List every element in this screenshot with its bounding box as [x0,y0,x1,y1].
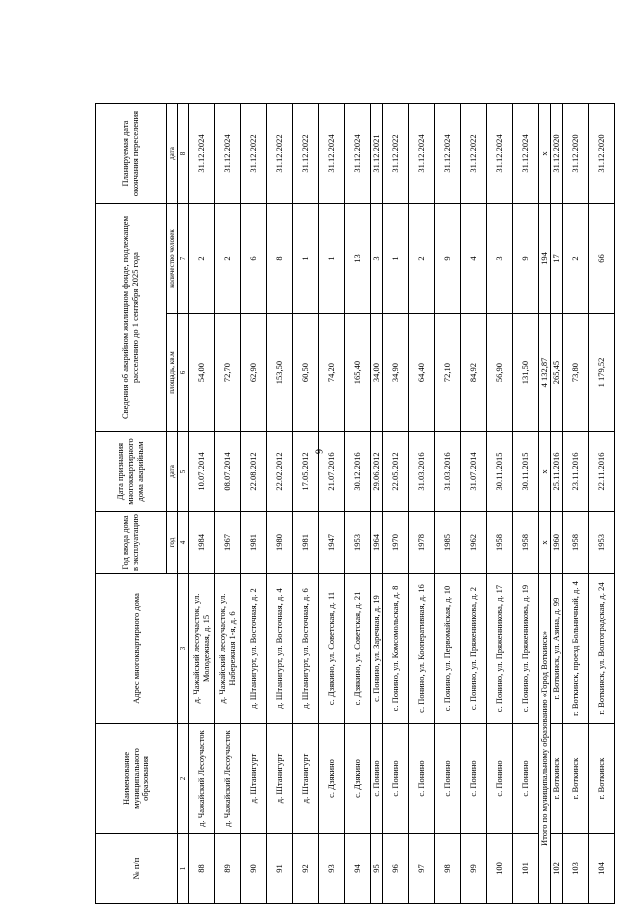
header-municipality: Наименование муниципального образования [96,724,178,834]
cell-municipality: с. Дзякино [319,724,345,834]
cell-planned: 31.12.2022 [241,104,267,204]
index-cell: 4 [178,512,189,574]
cell-address: с. Понино, ул. Заречная, д. 19 [371,574,383,724]
cell-date: 21.07.2016 [319,432,345,512]
cell-address: с. Понино, ул. Пряженникова, д. 17 [487,574,513,724]
cell-planned: 31.12.2024 [215,104,241,204]
cell-area: 62,90 [241,314,267,432]
header-year: Год ввода дома в эксплуатацию [96,512,167,574]
total-area: 4 132,87 [539,314,551,432]
subheader-area: площадь, кв.м [167,314,178,432]
cell-planned: 31.12.2024 [345,104,371,204]
table-row [371,104,383,904]
table-row [551,104,563,904]
cell-num: 103 [563,834,589,904]
cell-municipality: с. Понино [461,724,487,834]
cell-date: 22.02.2012 [267,432,293,512]
cell-num: 92 [293,834,319,904]
cell-year: 1980 [267,512,293,574]
total-date: х [539,432,551,512]
cell-municipality: с. Понино [383,724,409,834]
cell-people: 3 [487,204,513,314]
cell-area: 84,92 [461,314,487,432]
cell-municipality: с. Понино [371,724,383,834]
cell-people: 1 [293,204,319,314]
total-planned: х [539,104,551,204]
cell-municipality: г. Воткинск [563,724,589,834]
cell-planned: 31.12.2021 [371,104,383,204]
emergency-housing-table [95,103,615,904]
cell-date: 30.12.2016 [345,432,371,512]
cell-year: 1960 [551,512,563,574]
cell-people: 8 [267,204,293,314]
cell-num: 96 [383,834,409,904]
total-row [539,104,551,904]
cell-address: с. Понино, ул. Пряженникова, д. 19 [513,574,539,724]
cell-area: 165,40 [345,314,371,432]
table-row [267,104,293,904]
header-num: № п/п [96,834,178,904]
cell-year: 1967 [215,512,241,574]
cell-planned: 31.12.2022 [293,104,319,204]
cell-year: 1981 [293,512,319,574]
cell-year: 1958 [513,512,539,574]
cell-date: 10.07.2014 [189,432,215,512]
index-cell: 3 [178,574,189,724]
cell-area: 265,45 [551,314,563,432]
cell-planned: 31.12.2022 [461,104,487,204]
cell-num: 101 [513,834,539,904]
subheader-recognized: дата [167,432,178,512]
total-people: 194 [539,204,551,314]
cell-date: 31.03.2016 [409,432,435,512]
cell-people: 3 [371,204,383,314]
cell-address: д. Чажайский лесоучасток, ул. Молодежная, д. 15 [189,574,215,724]
cell-date: 22.11.2016 [589,432,615,512]
cell-planned: 31.12.2024 [513,104,539,204]
cell-year: 1964 [371,512,383,574]
cell-date: 31.07.2014 [461,432,487,512]
cell-address: с. Дзякино, ул. Советская, д. 11 [319,574,345,724]
cell-area: 34,00 [371,314,383,432]
cell-area: 131,50 [513,314,539,432]
table-row [589,104,615,904]
cell-num: 98 [435,834,461,904]
cell-planned: 31.12.2024 [189,104,215,204]
cell-planned: 31.12.2024 [487,104,513,204]
rotated-table-wrapper [95,104,606,904]
cell-year: 1981 [241,512,267,574]
cell-num: 91 [267,834,293,904]
index-cell: 6 [178,314,189,432]
cell-year: 1953 [589,512,615,574]
cell-municipality: с. Дзякино [345,724,371,834]
cell-people: 4 [461,204,487,314]
table-row [241,104,267,904]
cell-date: 25.11.2016 [551,432,563,512]
cell-area: 72,70 [215,314,241,432]
subheader-year: год [167,512,178,574]
cell-people: 2 [409,204,435,314]
index-cell: 7 [178,204,189,314]
cell-area: 64,40 [409,314,435,432]
cell-area: 73,80 [563,314,589,432]
cell-planned: 31.12.2020 [589,104,615,204]
cell-people: 2 [563,204,589,314]
cell-people: 66 [589,204,615,314]
cell-address: с. Понино, ул. Комсомольская, д. 8 [383,574,409,724]
cell-address: г. Воткинск, проезд Больничный, д. 4 [563,574,589,724]
total-label: Итого по муниципальному образованию «Город Воткинск» [539,574,551,904]
subheader-planned: дата [167,104,178,204]
cell-num: 99 [461,834,487,904]
table-row [461,104,487,904]
cell-municipality: с. Понино [513,724,539,834]
header-address: Адрес многоквартирного дома [96,574,178,724]
cell-address: д. Штанигурт, ул. Восточная, д. 2 [241,574,267,724]
cell-municipality: с. Понино [435,724,461,834]
total-year: х [539,512,551,574]
cell-num: 88 [189,834,215,904]
header-fund: Сведения об аварийном жилищном фонде, подлежащем расселению до 1 сентября 2025 года [96,204,167,432]
cell-year: 1958 [563,512,589,574]
header-recognized: Дата признания многоквартирного дома аварийным [96,432,167,512]
cell-year: 1953 [345,512,371,574]
cell-year: 1985 [435,512,461,574]
cell-year: 1962 [461,512,487,574]
cell-municipality: г. Воткинск [551,724,563,834]
cell-area: 60,50 [293,314,319,432]
cell-planned: 31.12.2024 [319,104,345,204]
cell-people: 9 [435,204,461,314]
cell-num: 89 [215,834,241,904]
cell-people: 2 [215,204,241,314]
cell-municipality: д. Чажайский Лесоучасток [189,724,215,834]
cell-address: с. Понино, ул. Пряженникова, д. 2 [461,574,487,724]
index-cell: 5 [178,432,189,512]
cell-num: 93 [319,834,345,904]
cell-date: 30.11.2015 [487,432,513,512]
cell-municipality: д. Штанигурт [267,724,293,834]
table-row [189,104,215,904]
table-row [435,104,461,904]
cell-municipality: д. Штанигурт [241,724,267,834]
cell-people: 2 [189,204,215,314]
header-planned: Планируемая дата окончания переселения [96,104,167,204]
subheader-people: количество человек [167,204,178,314]
cell-num: 95 [371,834,383,904]
cell-date: 08.07.2014 [215,432,241,512]
table-row [293,104,319,904]
table-row [383,104,409,904]
cell-year: 1984 [189,512,215,574]
cell-area: 56,90 [487,314,513,432]
table-row [513,104,539,904]
cell-area: 153,50 [267,314,293,432]
cell-municipality: с. Понино [487,724,513,834]
cell-address: г. Воткинск, ул. Азина, д. 99 [551,574,563,724]
cell-people: 1 [319,204,345,314]
table-row [215,104,241,904]
cell-municipality: г. Воткинск [589,724,615,834]
cell-planned: 31.12.2022 [383,104,409,204]
cell-address: с. Дзякино, ул. Советская, д. 21 [345,574,371,724]
table-row [345,104,371,904]
table-row [487,104,513,904]
table-row [563,104,589,904]
cell-people: 1 [383,204,409,314]
cell-date: 29.06.2012 [371,432,383,512]
cell-municipality: д. Штанигурт [293,724,319,834]
cell-address: д. Штанигурт, ул. Восточная, д. 6 [293,574,319,724]
cell-municipality: д. Чажайский Лесоучасток [215,724,241,834]
cell-date: 22.08.2012 [241,432,267,512]
cell-date: 23.11.2016 [563,432,589,512]
cell-num: 102 [551,834,563,904]
index-cell: 2 [178,724,189,834]
cell-planned: 31.12.2020 [563,104,589,204]
cell-area: 72,10 [435,314,461,432]
cell-address: с. Понино, ул. Первомайская, д. 10 [435,574,461,724]
cell-planned: 31.12.2024 [409,104,435,204]
cell-area: 34,90 [383,314,409,432]
cell-num: 90 [241,834,267,904]
cell-people: 13 [345,204,371,314]
table-row [319,104,345,904]
cell-date: 30.11.2015 [513,432,539,512]
cell-municipality: с. Понино [409,724,435,834]
cell-date: 17.05.2012 [293,432,319,512]
cell-year: 1978 [409,512,435,574]
cell-year: 1970 [383,512,409,574]
table-row [409,104,435,904]
cell-planned: 31.12.2020 [551,104,563,204]
cell-year: 1947 [319,512,345,574]
cell-people: 9 [513,204,539,314]
cell-num: 97 [409,834,435,904]
cell-year: 1958 [487,512,513,574]
cell-num: 94 [345,834,371,904]
cell-address: г. Воткинск, ул. Волгоградская, д. 24 [589,574,615,724]
cell-address: д. Штанигурт, ул. Восточная, д. 4 [267,574,293,724]
index-cell: 1 [178,834,189,904]
cell-people: 17 [551,204,563,314]
cell-date: 31.03.2016 [435,432,461,512]
cell-address: д. Чажайский лесоучасток, ул. Набережная 1-я, д. 6 [215,574,241,724]
cell-planned: 31.12.2022 [267,104,293,204]
index-row [178,104,189,904]
cell-people: 6 [241,204,267,314]
cell-date: 22.05.2012 [383,432,409,512]
cell-num: 100 [487,834,513,904]
cell-num: 104 [589,834,615,904]
cell-planned: 31.12.2024 [435,104,461,204]
page-number: 6 [312,449,324,454]
cell-area: 54,00 [189,314,215,432]
cell-address: с. Понино, ул. Кооперативная, д. 16 [409,574,435,724]
index-cell: 8 [178,104,189,204]
cell-area: 1 179,52 [589,314,615,432]
cell-area: 74,20 [319,314,345,432]
